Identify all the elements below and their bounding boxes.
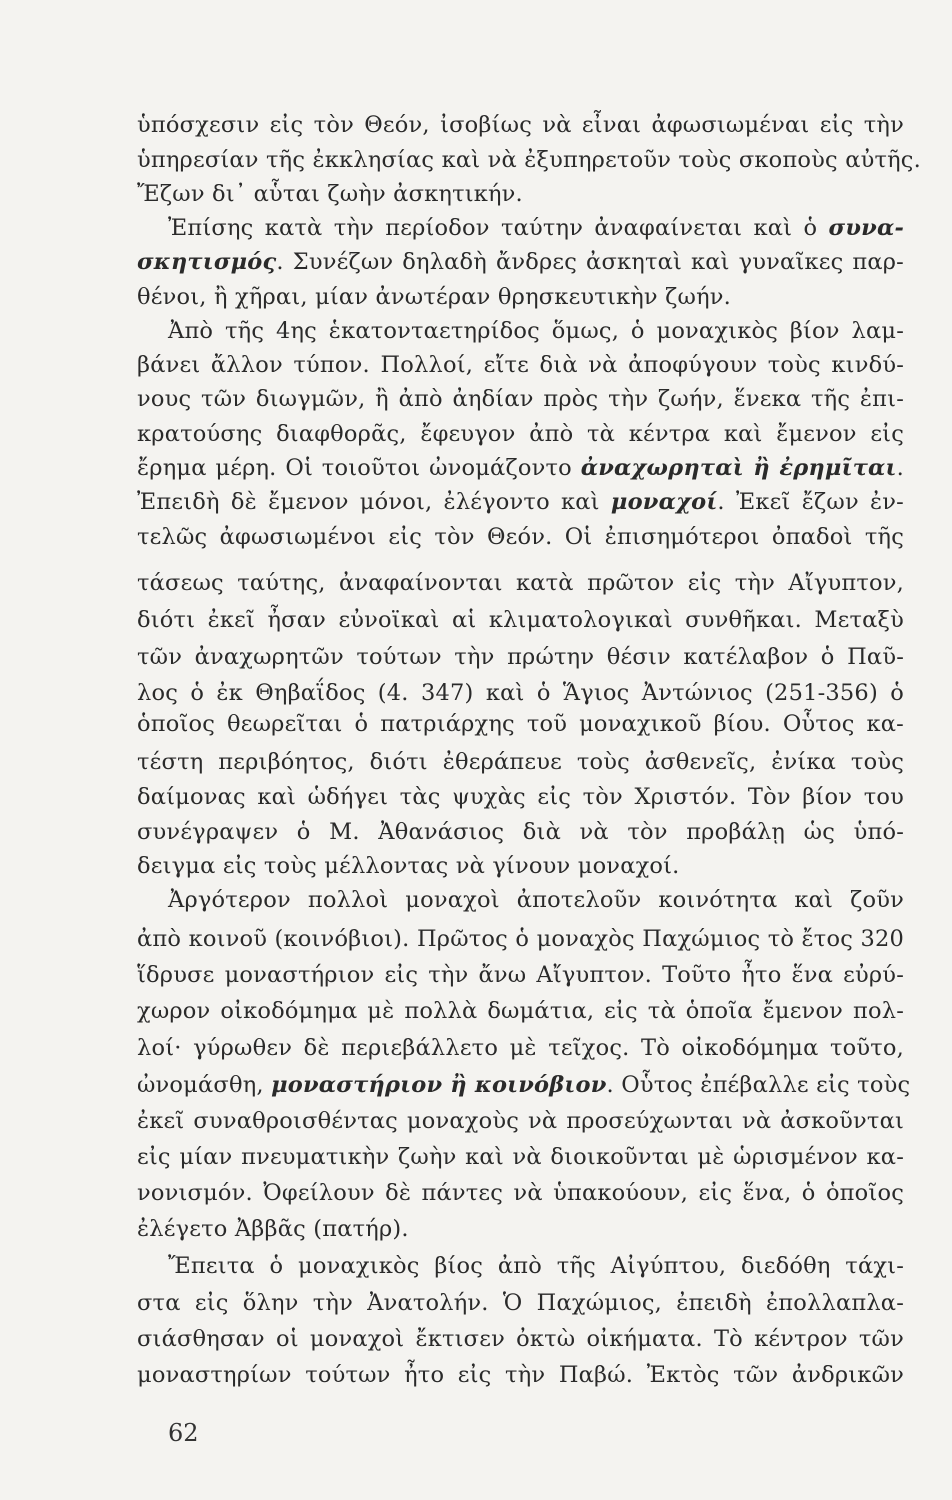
text-line: Ἀργότερον πολλοὶ μοναχοὶ ἀποτελοῦν κοινότητα καὶ ζοῦν xyxy=(168,887,904,913)
text-line: τέστη περιβόητος, διότι ἐθεράπευε τοὺς ἀσθενεῖς, ἐνίκα τοὺς xyxy=(137,749,904,775)
text-line: Ἀπὸ τῆς 4ης ἑκατονταετηρίδος ὅμως, ὁ μοναχικὸς βίον λαμ- xyxy=(168,318,904,344)
text-line: ὑπόσχεσιν εἰς τὸν Θεόν, ἰσοβίως νὰ εἶναι ἀφωσιωμέναι εἰς τὴν xyxy=(137,112,904,138)
text-line: λος ὁ ἐκ Θηβαΐδος (4. 347) καὶ ὁ Ἅγιος Ἀντώνιος (251-356) ὁ xyxy=(137,680,904,706)
text-line: σιάσθησαν οἱ μοναχοὶ ἔκτισεν ὀκτὼ οἰκήματα. Τὸ κέντρον τῶν xyxy=(137,1326,904,1352)
emphasized-term: συνα- xyxy=(828,215,905,241)
text-line: ὑπηρεσίαν τῆς ἐκκλησίας καὶ νὰ ἐξυπηρετοῦν τοὺς σκοποὺς αὐτῆς. xyxy=(137,147,921,173)
text-line: νονισμόν. Ὀφείλουν δὲ πάντες νὰ ὑπακούουν, εἰς ἕνα, ὁ ὁποῖος xyxy=(137,1180,904,1206)
emphasized-term: μοναχοί xyxy=(610,489,718,515)
text-line: ὁποῖος θεωρεῖται ὁ πατριάρχης τοῦ μοναχικοῦ βίου. Οὗτος κα- xyxy=(137,711,904,737)
emphasized-term: σκητισμός xyxy=(137,249,277,275)
page-number: 62 xyxy=(168,1419,199,1447)
text-line: σκητισμός. Συνέζων δηλαδὴ ἄνδρες ἀσκηταὶ καὶ γυναῖκες παρ- xyxy=(137,249,904,275)
text-line: διότι ἐκεῖ ἦσαν εὐνοϊκαὶ αἱ κλιματολογικαὶ συνθῆκαι. Μεταξὺ xyxy=(137,607,904,633)
text-line: μοναστηρίων τούτων ἦτο εἰς τὴν Παβώ. Ἐκτὸς τῶν ἀνδρικῶν xyxy=(137,1362,904,1388)
emphasized-term: μοναστήριον ἢ κοινόβιον xyxy=(271,1072,607,1098)
text-line: τάσεως ταύτης, ἀναφαίνονται κατὰ πρῶτον εἰς τὴν Αἴγυπτον, xyxy=(137,570,904,596)
text-line: στα εἰς ὅλην τὴν Ἀνατολήν. Ὁ Παχώμιος, ἐπειδὴ ἐπολλαπλα- xyxy=(137,1290,904,1316)
text-line: βάνει ἄλλον τύπον. Πολλοί, εἴτε διὰ νὰ ἀποφύγουν τοὺς κινδύ- xyxy=(137,352,904,378)
text-line: εἰς μίαν πνευματικὴν ζωὴν καὶ νὰ διοικοῦνται μὲ ὡρισμένον κα- xyxy=(137,1144,904,1170)
text-line: συνέγραψεν ὁ Μ. Ἀθανάσιος διὰ νὰ τὸν προβάλῃ ὡς ὑπό- xyxy=(137,819,904,845)
text-line: ἐλέγετο Ἀββᾶς (πατήρ). xyxy=(137,1216,409,1242)
emphasized-term: ἀναχωρηταὶ ἢ ἐρημῖται xyxy=(580,455,897,481)
text-line: χωρον οἰκοδόμημα μὲ πολλὰ δωμάτια, εἰς τὰ ὁποῖα ἔμενον πολ- xyxy=(137,998,904,1024)
text-line: Ἐπειδὴ δὲ ἔμενον μόνοι, ἐλέγοντο καὶ μοναχοί. Ἐκεῖ ἔζων ἐν- xyxy=(137,489,904,515)
text-line: Ἔπειτα ὁ μοναχικὸς βίος ἀπὸ τῆς Αἰγύπτου, διεδόθη τάχι- xyxy=(168,1253,904,1279)
text-line: κρατούσης διαφθορᾶς, ἔφευγον ἀπὸ τὰ κέντρα καὶ ἔμενον εἰς xyxy=(137,421,904,447)
text-line: θένοι, ἢ χῆραι, μίαν ἀνωτέραν θρησκευτικὴν ζωήν. xyxy=(137,284,731,310)
text-line: λοί· γύρωθεν δὲ περιεβάλλετο μὲ τεῖχος. Τὸ οἰκοδόμημα τοῦτο, xyxy=(137,1035,904,1061)
text-line: νους τῶν διωγμῶν, ἢ ἀπὸ ἀηδίαν πρὸς τὴν ζωήν, ἕνεκα τῆς ἐπι- xyxy=(137,386,904,412)
text-line: τελῶς ἀφωσιωμένοι εἰς τὸν Θεόν. Οἱ ἐπισημότεροι ὀπαδοὶ τῆς xyxy=(137,524,904,550)
text-line: ὠνομάσθη, μοναστήριον ἢ κοινόβιον. Οὗτος ἐπέβαλλε εἰς τοὺς xyxy=(137,1072,911,1098)
text-line: Ἔζων δι᾿ αὗται ζωὴν ἀσκητικήν. xyxy=(137,181,523,207)
text-line: ἀπὸ κοινοῦ (κοινόβιοι). Πρῶτος ὁ μοναχὸς Παχώμιος τὸ ἔτος 320 xyxy=(137,926,904,952)
text-line: ἔρημα μέρη. Οἱ τοιοῦτοι ὠνομάζοντο ἀναχωρηταὶ ἢ ἐρημῖται. xyxy=(137,455,904,481)
text-line: δαίμονας καὶ ὡδήγει τὰς ψυχὰς εἰς τὸν Χριστόν. Τὸν βίον του xyxy=(137,784,904,810)
text-line: τῶν ἀναχωρητῶν τούτων τὴν πρώτην θέσιν κατέλαβον ὁ Παῦ- xyxy=(137,644,904,670)
text-line: ἵδρυσε μοναστήριον εἰς τὴν ἄνω Αἴγυπτον. Τοῦτο ἦτο ἕνα εὐρύ- xyxy=(137,962,904,988)
text-line: Ἐπίσης κατὰ τὴν περίοδον ταύτην ἀναφαίνεται καὶ ὁ συνα- xyxy=(168,215,905,241)
text-line: ἐκεῖ συναθροισθέντας μοναχοὺς νὰ προσεύχωνται νὰ ἀσκοῦνται xyxy=(137,1108,904,1134)
text-line: δειγμα εἰς τοὺς μέλλοντας νὰ γίνουν μοναχοί. xyxy=(137,853,680,879)
